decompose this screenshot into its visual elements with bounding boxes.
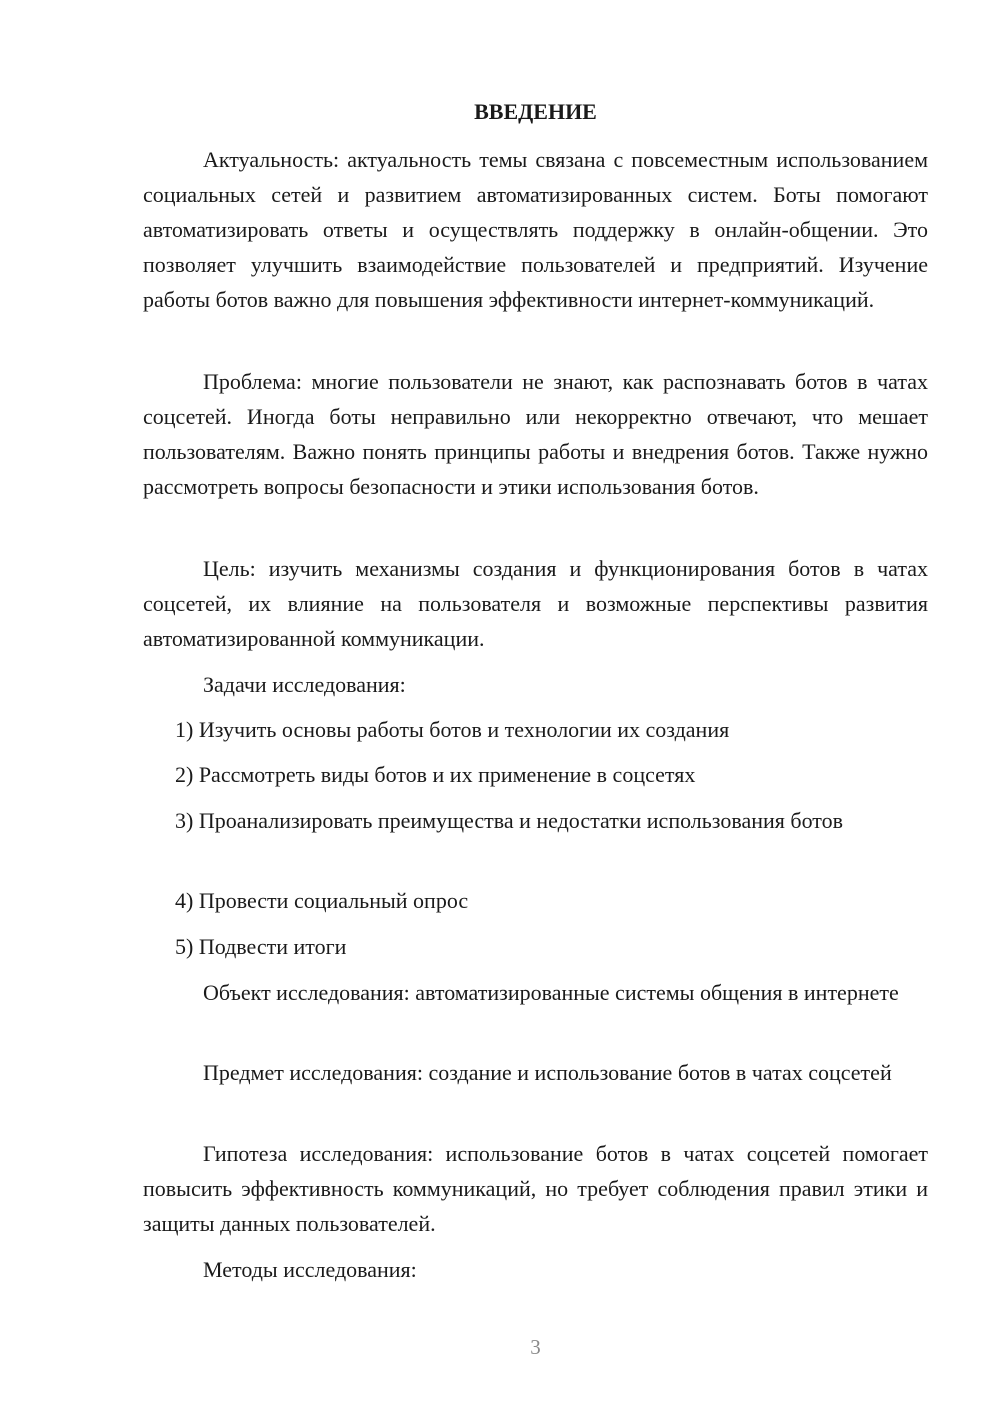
paragraph-goal: Цель: изучить механизмы создания и функционирования ботов в чатах соцсетей, их влияние на пользователя и возможные перспективы развития автоматизированной коммуникации. [143, 556, 928, 651]
page-title: ВВЕДЕНИЕ [474, 99, 597, 124]
page-number: 3 [530, 1335, 541, 1359]
task-item-5: 5) Подвести итоги [175, 934, 347, 959]
task-item-3: 3) Проанализировать преимущества и недостатки использования ботов [175, 808, 844, 833]
paragraph-object: Объект исследования: автоматизированные системы общения в интернете [203, 980, 899, 1005]
paragraph-hypothesis: Гипотеза исследования: использование ботов в чатах соцсетей помогает повысить эффективность коммуникаций, но требует соблюдения правил этики и защиты данных пользователей. [143, 1141, 928, 1236]
paragraph-subject: Предмет исследования: создание и использование ботов в чатах соцсетей [203, 1060, 892, 1085]
task-item-2: 2) Рассмотреть виды ботов и их применение в соцсетях [175, 762, 696, 787]
methods-heading: Методы исследования: [203, 1257, 417, 1282]
tasks-heading: Задачи исследования: [203, 672, 406, 697]
paragraph-problem: Проблема: многие пользователи не знают, как распознавать ботов в чатах соцсетей. Иногда боты неправильно или некорректно отвечают, что мешает пользователям. Важно понять принципы работы и внедрения ботов. Также нужно рассмотреть вопросы безопасности и этики использования ботов. [143, 369, 928, 499]
paragraph-relevance: Актуальность: актуальность темы связана с повсеместным использованием социальных сетей и развитием автоматизированных систем. Боты помогают автоматизировать ответы и осуществлять поддержку в онлайн-общении. Это позволяет улучшить взаимодействие пользователей и предприятий. Изучение работы ботов важно для повышения эффективности интернет-коммуникаций. [143, 147, 928, 312]
task-item-1: 1) Изучить основы работы ботов и технологии их создания [175, 717, 730, 742]
task-item-4: 4) Провести социальный опрос [175, 888, 469, 913]
